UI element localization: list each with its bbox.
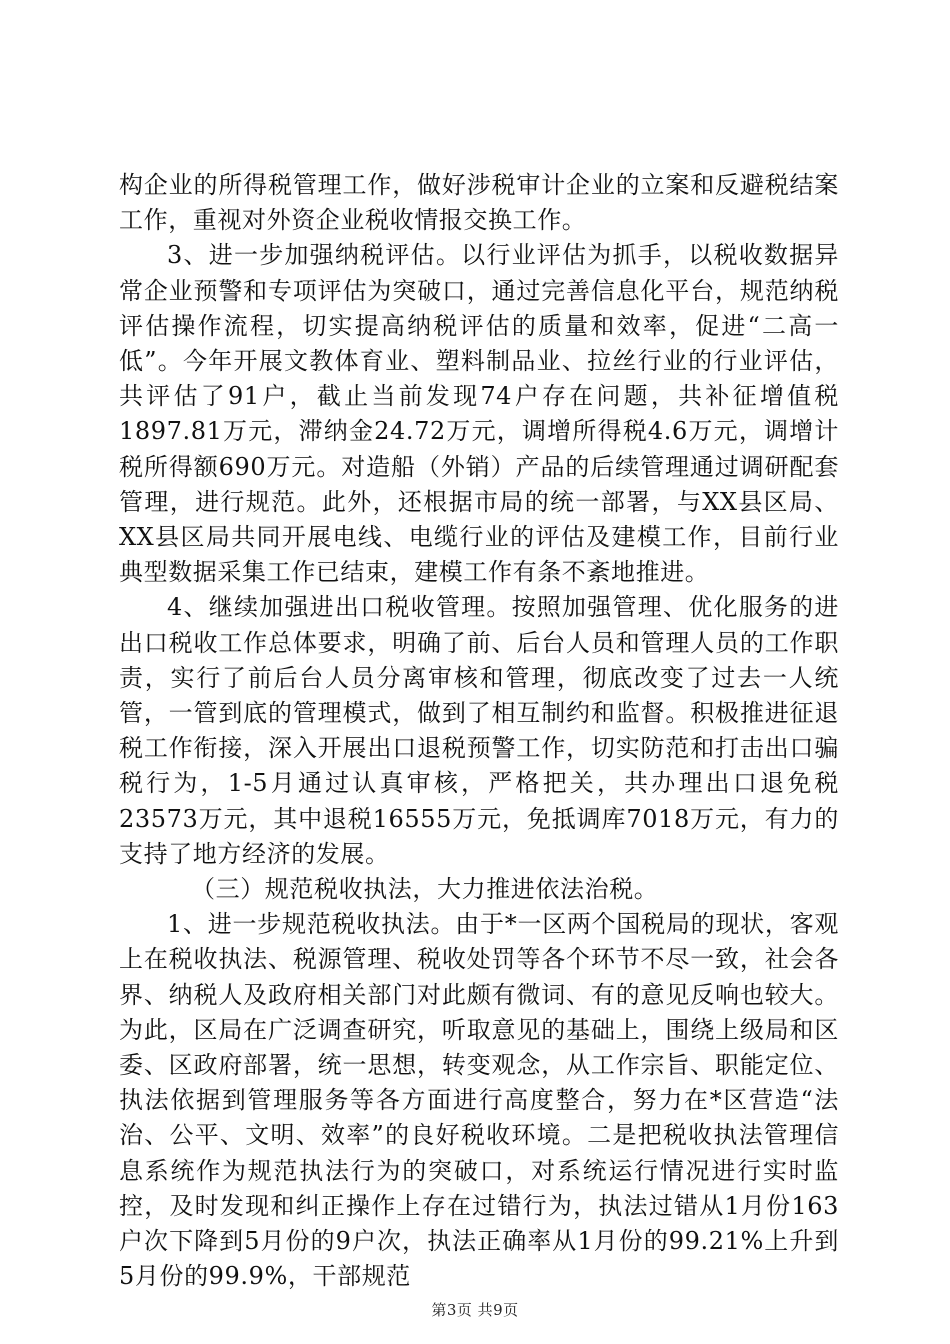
paragraph-import-export-tax: 4、继续加强进出口税收管理。按照加强管理、优化服务的进出口税收工作总体要求，明确了前、后台人员和管理人员的工作职责，实行了前后台人员分离审核和管理，彻底改变了过去一人统管，一管到底的管理模式，做到了相互制约和监督。积极推进征退税工作衔接，深入开展出口退税预警工作，切实防范和打击出口骗税行为，1-5月通过认真审核，严格把关，共办理出口退免税23573万元，其中退税16555万元，免抵调库7018万元，有力的支持了地方经济的发展。: [119, 593, 839, 868]
section-heading-3: （三）规范税收执法，大力推进依法治税。: [191, 875, 659, 904]
paragraph-tax-enforcement: 1、进一步规范税收执法。由于*一区两个国税局的现状，客观上在税收执法、税源管理、税收处罚等各个环节不尽一致，社会各界、纳税人及政府相关部门对此颇有微词、有的意见反响也较大。为此，区局在广泛调查研究，听取意见的基础上，围绕上级局和区委、区政府部署，统一思想，转变观念，从工作宗旨、职能定位、执法依据到管理服务等各方面进行高度整合，努力在*区营造“法治、公平、文明、效率”的良好税收环境。二是把税收执法管理信息系统作为规范执法行为的突破口，对系统运行情况进行实时监控，及时发现和纠正操作上存在过错行为，执法过错从1月份163户次下降到5月份的9户次，执法正确率从1月份的99.21%上升到5月份的99.9%，干部规范: [119, 910, 839, 1291]
page-footer: [0, 1299, 950, 1320]
paragraph-continuation: 构企业的所得税管理工作，做好涉税审计企业的立案和反避税结案工作，重视对外资企业税收情报交换工作。: [119, 171, 839, 235]
page-number-label: 第3页 共9页: [431, 1301, 519, 1319]
paragraph-tax-assessment: 3、进一步加强纳税评估。以行业评估为抓手，以税收数据异常企业预警和专项评估为突破口，通过完善信息化平台，规范纳税评估操作流程，切实提高纳税评估的质量和效率，促进“二高一低”。今年开展文教体育业、塑料制品业、拉丝行业的行业评估，共评估了91户，截止当前发现74户存在问题，共补征增值税1897.81万元，滞纳金24.72万元，调增所得税4.6万元，调增计税所得额690万元。对造船（外销）产品的后续管理通过调研配套管理，进行规范。此外，还根据市局的统一部署，与XX县区局、XX县区局共同开展电线、电缆行业的评估及建模工作，目前行业典型数据采集工作已结束，建模工作有条不紊地推进。: [119, 241, 839, 587]
document-body: [119, 168, 839, 1295]
